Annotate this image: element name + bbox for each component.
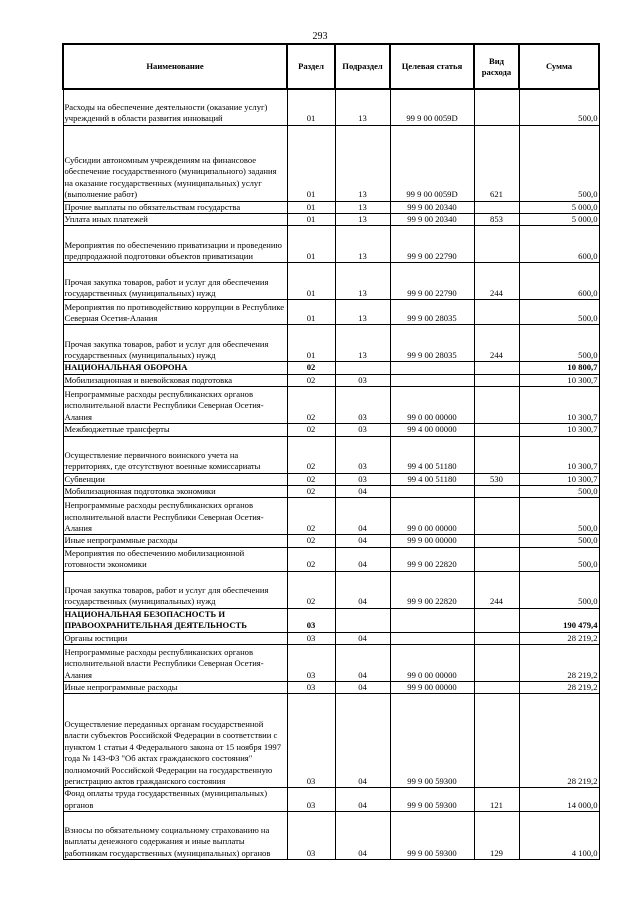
cell-kind (474, 608, 519, 632)
cell-name: Мероприятия по противодействию коррупции в Республике Северная Осетия-Алания (63, 300, 287, 325)
cell-sum: 500,0 (519, 89, 599, 125)
cell-section: 03 (287, 681, 335, 693)
cell-subsection (335, 608, 390, 632)
table-row (63, 125, 599, 201)
cell-sum: 14 000,0 (519, 788, 599, 812)
cell-name: Расходы на обеспечение деятельности (оказание услуг) учреждений в области развития инноваций (63, 89, 287, 125)
cell-name: Межбюджетные трансферты (63, 424, 287, 436)
cell-name: Прочая закупка товаров, работ и услуг для обеспечения государственных (муниципальных) нужд (63, 325, 287, 362)
table-row (63, 571, 599, 608)
cell-section: 01 (287, 125, 335, 201)
cell-kind (474, 547, 519, 571)
cell-kind (474, 201, 519, 213)
cell-subsection: 13 (335, 213, 390, 225)
cell-name: Иные непрограммные расходы (63, 535, 287, 547)
table-row (63, 263, 599, 300)
table-row (63, 644, 599, 681)
cell-name: Уплата иных платежей (63, 213, 287, 225)
cell-sum: 500,0 (519, 325, 599, 362)
cell-section: 01 (287, 89, 335, 125)
table-header-row (63, 44, 599, 89)
cell-subsection: 04 (335, 694, 390, 788)
table-row (63, 632, 599, 644)
cell-subsection: 13 (335, 201, 390, 213)
cell-name: НАЦИОНАЛЬНАЯ БЕЗОПАСНОСТЬ И ПРАВООХРАНИТЕЛЬНАЯ ДЕЯТЕЛЬНОСТЬ (63, 608, 287, 632)
cell-sum: 500,0 (519, 498, 599, 535)
table-row (63, 201, 599, 213)
cell-section: 01 (287, 325, 335, 362)
cell-kind (474, 644, 519, 681)
cell-target: 99 9 00 22820 (390, 547, 474, 571)
table-row (63, 608, 599, 632)
cell-name: Взносы по обязательному социальному страхованию на выплаты денежного содержания и иные выплаты работникам государственных (муниципальных) органов (63, 812, 287, 860)
cell-subsection: 04 (335, 571, 390, 608)
cell-section: 02 (287, 571, 335, 608)
cell-name: Иные непрограммные расходы (63, 681, 287, 693)
cell-subsection: 03 (335, 374, 390, 386)
cell-target (390, 608, 474, 632)
cell-kind (474, 362, 519, 374)
cell-sum: 10 800,7 (519, 362, 599, 374)
header-subsection: Подраздел (335, 44, 390, 89)
cell-section: 02 (287, 485, 335, 497)
cell-subsection: 04 (335, 632, 390, 644)
cell-sum: 28 219,2 (519, 632, 599, 644)
header-kind: Вид расхода (474, 44, 519, 89)
cell-kind (474, 485, 519, 497)
cell-subsection: 04 (335, 644, 390, 681)
cell-target (390, 632, 474, 644)
cell-section: 03 (287, 694, 335, 788)
table-row (63, 424, 599, 436)
cell-kind: 530 (474, 473, 519, 485)
cell-sum: 10 300,7 (519, 387, 599, 424)
cell-subsection: 04 (335, 547, 390, 571)
cell-kind (474, 632, 519, 644)
cell-target: 99 9 00 20340 (390, 201, 474, 213)
table-row (63, 436, 599, 473)
cell-target: 99 9 00 28035 (390, 300, 474, 325)
cell-subsection: 04 (335, 812, 390, 860)
cell-sum: 10 300,7 (519, 424, 599, 436)
cell-kind (474, 535, 519, 547)
cell-subsection: 03 (335, 387, 390, 424)
header-sum: Сумма (519, 44, 599, 89)
cell-name: Осуществление первичного воинского учета на территориях, где отсутствуют военные комиссариаты (63, 436, 287, 473)
table-row (63, 362, 599, 374)
cell-target: 99 0 00 00000 (390, 498, 474, 535)
table-row (63, 89, 599, 125)
cell-target: 99 9 00 0059D (390, 89, 474, 125)
cell-sum: 28 219,2 (519, 681, 599, 693)
cell-kind: 121 (474, 788, 519, 812)
cell-section: 01 (287, 213, 335, 225)
page-number: 293 (312, 31, 328, 42)
header-target: Целевая статья (390, 44, 474, 89)
cell-kind: 853 (474, 213, 519, 225)
cell-target (390, 374, 474, 386)
cell-sum: 28 219,2 (519, 644, 599, 681)
cell-section: 01 (287, 263, 335, 300)
table-row (63, 226, 599, 263)
cell-subsection (335, 362, 390, 374)
table-row (63, 300, 599, 325)
cell-section: 01 (287, 226, 335, 263)
cell-target: 99 4 00 51180 (390, 473, 474, 485)
cell-section: 03 (287, 632, 335, 644)
cell-name: Непрограммные расходы республиканских органов исполнительной власти Республики Северная Осетия-Алания (63, 498, 287, 535)
cell-subsection: 04 (335, 485, 390, 497)
cell-name: Непрограммные расходы республиканских органов исполнительной власти Республики Северная Осетия-Алания (63, 644, 287, 681)
cell-kind (474, 436, 519, 473)
cell-subsection: 04 (335, 788, 390, 812)
cell-subsection: 13 (335, 263, 390, 300)
table-row (63, 485, 599, 497)
table-row (63, 547, 599, 571)
cell-subsection: 13 (335, 226, 390, 263)
cell-target: 99 9 00 59300 (390, 788, 474, 812)
cell-section: 03 (287, 608, 335, 632)
cell-name: Субсидии автономным учреждениям на финансовое обеспечение государственного (муниципального) задания на оказание государственных (муниципальных) услуг (выполнение работ) (63, 125, 287, 201)
cell-target: 99 9 00 22820 (390, 571, 474, 608)
table-row (63, 681, 599, 693)
table-row (63, 213, 599, 225)
cell-target: 99 9 00 00000 (390, 681, 474, 693)
cell-kind: 244 (474, 263, 519, 300)
cell-subsection: 13 (335, 125, 390, 201)
cell-name: Мероприятия по обеспечению приватизации и проведению предпродажной подготовки объектов приватизации (63, 226, 287, 263)
budget-table (62, 43, 600, 860)
cell-sum: 500,0 (519, 547, 599, 571)
cell-sum: 500,0 (519, 535, 599, 547)
table-row (63, 535, 599, 547)
cell-sum: 190 479,4 (519, 608, 599, 632)
cell-subsection: 13 (335, 89, 390, 125)
table-row (63, 325, 599, 362)
cell-name: Фонд оплаты труда государственных (муниципальных) органов (63, 788, 287, 812)
cell-target: 99 9 00 28035 (390, 325, 474, 362)
cell-name: Прочая закупка товаров, работ и услуг для обеспечения государственных (муниципальных) нужд (63, 571, 287, 608)
cell-name: Прочие выплаты по обязательствам государства (63, 201, 287, 213)
cell-kind (474, 424, 519, 436)
table-body (63, 89, 599, 860)
cell-target: 99 9 00 22790 (390, 263, 474, 300)
cell-subsection: 13 (335, 325, 390, 362)
cell-kind (474, 498, 519, 535)
cell-section: 02 (287, 535, 335, 547)
cell-kind: 621 (474, 125, 519, 201)
cell-section: 02 (287, 374, 335, 386)
cell-sum: 500,0 (519, 571, 599, 608)
table-row (63, 498, 599, 535)
cell-section: 03 (287, 644, 335, 681)
cell-target: 99 0 00 00000 (390, 644, 474, 681)
cell-subsection: 13 (335, 300, 390, 325)
cell-name: Мобилизационная и вневойсковая подготовка (63, 374, 287, 386)
table-row (63, 788, 599, 812)
cell-target: 99 9 00 59300 (390, 812, 474, 860)
table-row (63, 374, 599, 386)
cell-sum: 500,0 (519, 125, 599, 201)
cell-kind (474, 89, 519, 125)
cell-kind (474, 681, 519, 693)
cell-sum: 5 000,0 (519, 213, 599, 225)
cell-subsection: 03 (335, 424, 390, 436)
cell-sum: 10 300,7 (519, 436, 599, 473)
cell-sum: 600,0 (519, 263, 599, 300)
cell-target: 99 9 00 20340 (390, 213, 474, 225)
cell-subsection: 03 (335, 436, 390, 473)
cell-section: 02 (287, 424, 335, 436)
cell-kind: 244 (474, 325, 519, 362)
cell-section: 02 (287, 498, 335, 535)
cell-kind (474, 226, 519, 263)
cell-kind: 129 (474, 812, 519, 860)
cell-target: 99 4 00 51180 (390, 436, 474, 473)
cell-name: Мероприятия по обеспечению мобилизационной готовности экономики (63, 547, 287, 571)
cell-target: 99 9 00 22790 (390, 226, 474, 263)
header-section: Раздел (287, 44, 335, 89)
cell-section: 01 (287, 201, 335, 213)
cell-target: 99 9 00 59300 (390, 694, 474, 788)
cell-section: 02 (287, 436, 335, 473)
table-row (63, 694, 599, 788)
cell-target (390, 362, 474, 374)
cell-name: Прочая закупка товаров, работ и услуг для обеспечения государственных (муниципальных) нужд (63, 263, 287, 300)
cell-kind (474, 300, 519, 325)
cell-name: Непрограммные расходы республиканских органов исполнительной власти Республики Северная Осетия-Алания (63, 387, 287, 424)
cell-section: 02 (287, 473, 335, 485)
cell-target: 99 0 00 00000 (390, 387, 474, 424)
cell-section: 02 (287, 362, 335, 374)
cell-name: Субвенции (63, 473, 287, 485)
cell-section: 01 (287, 300, 335, 325)
cell-kind: 244 (474, 571, 519, 608)
cell-name: Органы юстиции (63, 632, 287, 644)
cell-kind (474, 387, 519, 424)
table-row (63, 473, 599, 485)
table-row (63, 387, 599, 424)
cell-subsection: 03 (335, 473, 390, 485)
cell-target: 99 9 00 00000 (390, 535, 474, 547)
cell-section: 02 (287, 387, 335, 424)
cell-kind (474, 694, 519, 788)
cell-section: 02 (287, 547, 335, 571)
cell-sum: 10 300,7 (519, 374, 599, 386)
cell-sum: 10 300,7 (519, 473, 599, 485)
cell-name: Мобилизационная подготовка экономики (63, 485, 287, 497)
cell-kind (474, 374, 519, 386)
table-row (63, 812, 599, 860)
cell-section: 03 (287, 812, 335, 860)
header-name: Наименование (63, 44, 287, 89)
cell-target: 99 9 00 0059D (390, 125, 474, 201)
cell-subsection: 04 (335, 498, 390, 535)
cell-target: 99 4 00 00000 (390, 424, 474, 436)
cell-subsection: 04 (335, 681, 390, 693)
cell-sum: 28 219,2 (519, 694, 599, 788)
cell-sum: 5 000,0 (519, 201, 599, 213)
cell-name: Осуществление переданных органам государственной власти субъектов Российской Федерации в соответствии с пунктом 1 статьи 4 Федерального закона от 15 ноября 1997 года № 143-ФЗ "Об актах гражданского состояния" полномочий Российской Федерации на государственную регистрацию актов гражданского состояния (63, 694, 287, 788)
cell-sum: 4 100,0 (519, 812, 599, 860)
cell-subsection: 04 (335, 535, 390, 547)
cell-target (390, 485, 474, 497)
cell-sum: 500,0 (519, 485, 599, 497)
cell-name: НАЦИОНАЛЬНАЯ ОБОРОНА (63, 362, 287, 374)
cell-sum: 600,0 (519, 226, 599, 263)
cell-section: 03 (287, 788, 335, 812)
cell-sum: 500,0 (519, 300, 599, 325)
